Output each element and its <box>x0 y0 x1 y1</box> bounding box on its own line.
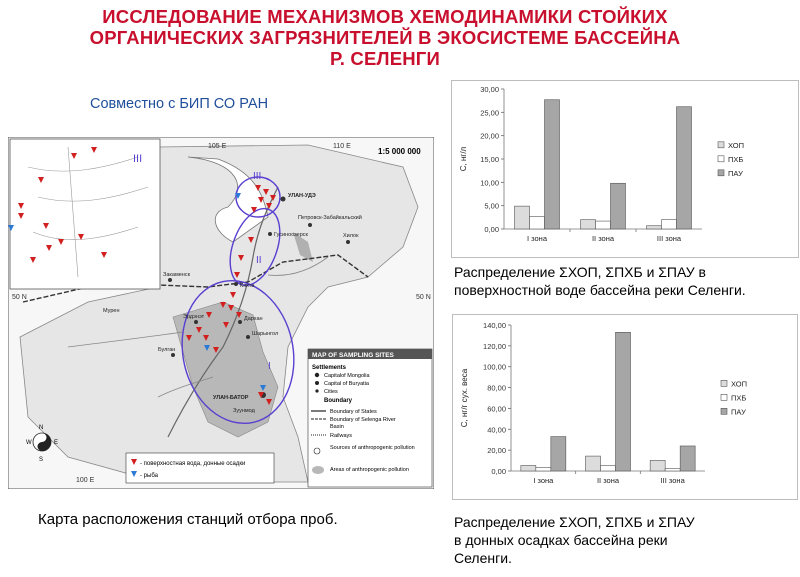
zone-label-iii: III <box>253 171 262 182</box>
y-tick-label: 20,00 <box>480 131 499 141</box>
y-tick-label: 60,00 <box>487 404 506 414</box>
chart-sediment-caption <box>454 513 695 567</box>
lon-label-2: 110 E <box>333 143 351 150</box>
y-tick-label: 80,00 <box>487 383 506 393</box>
y-axis-label: С, нг/л <box>459 146 468 172</box>
svg-text:Boundary: Boundary <box>324 398 353 404</box>
legend-swatch <box>721 380 727 386</box>
x-tick-label: I зона <box>526 234 548 243</box>
city-label: Гусиноозерск <box>274 232 308 238</box>
bar-ПАУ <box>545 100 560 229</box>
city-label: Хилок <box>343 233 359 239</box>
bar-ПХБ <box>665 469 680 471</box>
x-tick-label: III зона <box>656 234 682 243</box>
x-tick-label: II зона <box>591 234 615 243</box>
svg-text:E: E <box>54 440 59 446</box>
y-tick-label: 5,00 <box>484 201 499 211</box>
bar-ПХБ <box>596 221 611 229</box>
legend-swatch <box>721 408 727 414</box>
y-tick-label: 120,00 <box>483 341 506 351</box>
svg-text:MAP OF SAMPLING SITES: MAP OF SAMPLING SITES <box>312 352 394 359</box>
y-tick-label: 140,00 <box>483 321 506 330</box>
bar-ПХБ <box>601 466 616 471</box>
map-svg <box>8 137 434 489</box>
svg-text:W: W <box>26 440 32 446</box>
sampling-sites-map <box>8 137 434 489</box>
y-tick-label: 0,00 <box>491 467 506 476</box>
city-label: УЛАН-УДЭ <box>288 193 316 199</box>
legend-label: ХОП <box>731 379 747 389</box>
y-tick-label: 40,00 <box>487 425 506 435</box>
city-label: Шарынгол <box>252 331 279 337</box>
bar-ХОП <box>647 226 662 229</box>
bar-ХОП <box>515 206 530 229</box>
title-line-1: ИССЛЕДОВАНИЕ МЕХАНИЗМОВ ХЕМОДИНАМИКИ СТОЙКИХ <box>102 6 668 27</box>
y-tick-label: 30,00 <box>480 85 499 94</box>
chart-water-svg <box>452 81 798 257</box>
x-tick-label: I зона <box>533 476 554 485</box>
svg-text:Settlements: Settlements <box>312 365 347 371</box>
city-label: Мурен <box>103 308 120 314</box>
title-line-2: ОРГАНИЧЕСКИХ ЗАГРЯЗНИТЕЛЕЙ В ЭКОСИСТЕМЕ БАССЕЙНА <box>89 27 681 48</box>
lon-label-1: 105 E <box>208 143 227 150</box>
bar-ПХБ <box>536 468 551 471</box>
chart-water <box>451 80 799 258</box>
caption-line: в донных осадках бассейна реки <box>454 532 668 548</box>
bar-ПАУ <box>551 437 566 471</box>
map-scale: 1:5 000 000 <box>378 147 421 156</box>
svg-text:S: S <box>39 457 44 463</box>
svg-text:Boundary of States: Boundary of States <box>330 409 377 415</box>
chart-sediment <box>452 314 798 500</box>
inset-label: III <box>133 153 143 165</box>
y-tick-label: 0,00 <box>484 225 499 234</box>
lat-label-2: 50 N <box>416 294 431 301</box>
bar-ХОП <box>521 465 536 471</box>
legend-swatch <box>718 142 724 148</box>
city-label: Эрдэнэт <box>183 314 205 320</box>
legend-label: ПХБ <box>731 393 747 403</box>
y-tick-label: 15,00 <box>480 155 499 164</box>
lat-label-1: 50 N <box>12 294 27 301</box>
legend-label: ХОП <box>728 140 744 150</box>
caption-line: Распределение ΣХОП, ΣПХБ и ΣПАУ в <box>454 264 706 280</box>
bar-ПАУ <box>616 332 631 471</box>
y-tick-label: 10,00 <box>480 178 499 188</box>
svg-text:Capitalof Mongolia: Capitalof Mongolia <box>324 373 370 379</box>
svg-text:Sources of anthropogenic pollu: Sources of anthropogenic pollution <box>330 445 415 451</box>
svg-text:N: N <box>39 425 44 431</box>
city-label: Булган <box>158 347 176 353</box>
city-label: УЛАН-БАТОР <box>213 395 249 401</box>
bar-ПАУ <box>611 183 626 229</box>
svg-text:Basin: Basin <box>330 424 344 430</box>
svg-text:Cities: Cities <box>324 389 338 395</box>
map-caption: Карта расположения станций отбора проб. <box>38 511 338 528</box>
zone-label-i: I <box>268 361 271 372</box>
legend-label: ПАУ <box>728 168 743 178</box>
y-tick-label: 100,00 <box>483 362 506 372</box>
map-legend <box>308 349 432 487</box>
caption-line: Селенги. <box>454 550 512 566</box>
svg-text:Capital of Buryatia: Capital of Buryatia <box>324 381 369 387</box>
y-tick-label: 20,00 <box>487 446 506 456</box>
x-tick-label: III зона <box>660 476 685 485</box>
chart-water-caption <box>454 263 746 299</box>
lon-label-3: 100 E <box>76 477 95 484</box>
svg-text:- рыба: - рыба <box>140 473 158 479</box>
svg-text:Boundary of Selenga River: Boundary of Selenga River <box>330 417 396 423</box>
bar-ПХБ <box>662 220 677 229</box>
legend-swatch <box>718 170 724 176</box>
caption-line: Распределение ΣХОП, ΣПХБ и ΣПАУ <box>454 514 695 530</box>
chart-sediment-svg <box>453 315 797 499</box>
legend-swatch <box>721 394 727 400</box>
bar-ПАУ <box>677 107 692 229</box>
collaboration-subtitle: Совместно с БИП СО РАН <box>90 96 269 112</box>
y-tick-label: 25,00 <box>480 108 499 118</box>
city-label: Дархан <box>244 316 263 322</box>
bar-ХОП <box>581 220 596 229</box>
caption-line: поверхностной воде бассейна реки Селенги. <box>454 282 746 298</box>
sample-legend <box>126 453 274 483</box>
page-title <box>40 6 730 69</box>
city-label: Кяхта <box>240 283 255 289</box>
zone-label-ii: II <box>256 255 262 266</box>
legend-label: ПАУ <box>731 407 746 417</box>
legend-label: ПХБ <box>728 154 744 164</box>
city-label: Петровск-Забайкальский <box>298 215 362 221</box>
bar-ПАУ <box>680 446 695 471</box>
bar-ХОП <box>586 456 601 471</box>
svg-text:Areas of anthropogenic polluti: Areas of anthropogenic pollution <box>330 467 409 473</box>
title-line-3: Р. СЕЛЕНГИ <box>329 48 440 69</box>
legend-swatch <box>718 156 724 162</box>
bar-ПХБ <box>530 216 545 229</box>
bar-ХОП <box>650 460 665 471</box>
city-label: Закаменск <box>163 272 191 278</box>
y-axis-label: С, нг/г сух. веса <box>460 368 469 428</box>
city-label: Зуунмод <box>233 408 255 414</box>
svg-text:- поверхностная вода, донные о: - поверхностная вода, донные осадки <box>140 461 246 467</box>
svg-text:Railways: Railways <box>330 433 353 439</box>
x-tick-label: II зона <box>596 476 620 485</box>
